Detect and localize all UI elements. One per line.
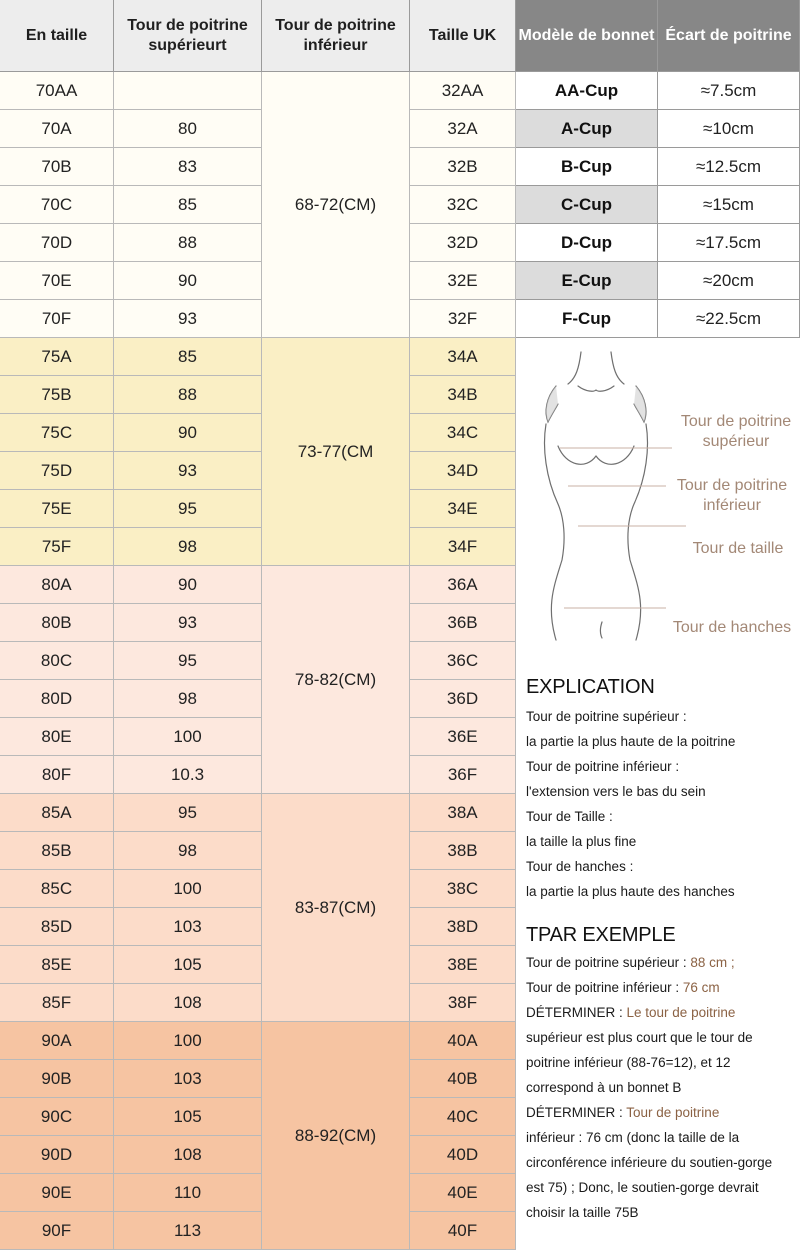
header-under-bust: Tour de poitrine inférieur xyxy=(262,0,410,72)
size-uk-cell: 38C xyxy=(410,870,516,908)
under-bust-range-cell: 83-87(CM) xyxy=(262,794,410,1022)
size-eu-cell: 85A xyxy=(0,794,114,832)
example-under-label: Tour de poitrine inférieur : xyxy=(526,980,683,995)
upper-bust-cell: 93 xyxy=(114,604,262,642)
figure-label-upper-bust: Tour de poitrine supérieur xyxy=(680,413,792,450)
example-under-value: 76 cm xyxy=(682,980,720,995)
explanation-definition: la partie la plus haute des hanches xyxy=(526,884,735,899)
explanation-term: Tour de Taille : xyxy=(526,809,613,824)
bust-gap-cell: ≈17.5cm xyxy=(658,224,800,262)
size-uk-cell: 32D xyxy=(410,224,516,262)
determine-1-line-3: correspond à un bonnet B xyxy=(526,1080,682,1095)
size-eu-cell: 80B xyxy=(0,604,114,642)
upper-bust-cell: 100 xyxy=(114,718,262,756)
cup-model-cell: B-Cup xyxy=(516,148,658,186)
determine-1-line-0: Le tour de poitrine xyxy=(626,1005,736,1020)
upper-bust-cell: 10.3 xyxy=(114,756,262,794)
size-uk-cell: 32C xyxy=(410,186,516,224)
figure-label-under-bust: Tour de poitrine inférieur xyxy=(676,477,788,514)
size-eu-cell: 80D xyxy=(0,680,114,718)
size-uk-cell: 32AA xyxy=(410,72,516,110)
example-determine-1 xyxy=(526,1000,735,1025)
size-uk-cell: 32F xyxy=(410,300,516,338)
size-uk-cell: 38F xyxy=(410,984,516,1022)
under-bust-range-cell: 68-72(CM) xyxy=(262,72,410,338)
explanation-definition: la taille la plus fine xyxy=(526,834,637,849)
upper-bust-cell: 88 xyxy=(114,376,262,414)
cup-model-cell: A-Cup xyxy=(516,110,658,148)
size-uk-cell: 32A xyxy=(410,110,516,148)
size-uk-cell: 34C xyxy=(410,414,516,452)
explanation-definition: l'extension vers le bas du sein xyxy=(526,784,706,799)
bust-gap-cell: ≈12.5cm xyxy=(658,148,800,186)
under-bust-range-cell: 88-92(CM) xyxy=(262,1022,410,1250)
size-uk-cell: 40E xyxy=(410,1174,516,1212)
upper-bust-cell: 95 xyxy=(114,642,262,680)
upper-bust-cell: 103 xyxy=(114,908,262,946)
upper-bust-cell: 110 xyxy=(114,1174,262,1212)
upper-bust-cell: 113 xyxy=(114,1212,262,1250)
header-size-eu: En taille xyxy=(0,0,114,72)
size-eu-cell: 75F xyxy=(0,528,114,566)
measurement-guide-panel xyxy=(516,338,800,1250)
size-uk-cell: 34B xyxy=(410,376,516,414)
upper-bust-cell: 108 xyxy=(114,1136,262,1174)
example-determine-2 xyxy=(526,1100,719,1125)
example-line-upper xyxy=(526,950,735,975)
size-eu-cell: 70D xyxy=(0,224,114,262)
upper-bust-cell: 93 xyxy=(114,452,262,490)
size-uk-cell: 40C xyxy=(410,1098,516,1136)
explanation-heading: EXPLICATION xyxy=(526,676,655,698)
size-eu-cell: 85F xyxy=(0,984,114,1022)
bust-gap-cell: ≈15cm xyxy=(658,186,800,224)
upper-bust-cell: 93 xyxy=(114,300,262,338)
upper-bust-cell xyxy=(114,72,262,110)
size-eu-cell: 70B xyxy=(0,148,114,186)
determine-2-line-1: circonférence inférieure du soutien-gorge xyxy=(526,1155,773,1170)
explanation-term: Tour de hanches : xyxy=(526,859,634,874)
size-uk-cell: 40B xyxy=(410,1060,516,1098)
header-upper-bust: Tour de poitrine supérieurt xyxy=(114,0,262,72)
explanation-term: Tour de poitrine supérieur : xyxy=(526,709,687,724)
determine-2-line-3: choisir la taille 75B xyxy=(526,1205,639,1220)
size-eu-cell: 80C xyxy=(0,642,114,680)
under-bust-range-cell: 73-77(CM xyxy=(262,338,410,566)
size-eu-cell: 75E xyxy=(0,490,114,528)
size-eu-cell: 90A xyxy=(0,1022,114,1060)
figure-label-waist: Tour de taille xyxy=(692,540,784,557)
size-eu-cell: 80A xyxy=(0,566,114,604)
upper-bust-cell: 80 xyxy=(114,110,262,148)
figure-label-hips: Tour de hanches xyxy=(672,619,792,636)
bust-gap-cell: ≈22.5cm xyxy=(658,300,800,338)
size-eu-cell: 70AA xyxy=(0,72,114,110)
size-eu-cell: 75D xyxy=(0,452,114,490)
upper-bust-cell: 100 xyxy=(114,870,262,908)
size-eu-cell: 70A xyxy=(0,110,114,148)
example-line-under xyxy=(526,975,720,1000)
size-uk-cell: 32B xyxy=(410,148,516,186)
header-bust-gap: Écart de poitrine xyxy=(658,0,800,72)
cup-model-cell: D-Cup xyxy=(516,224,658,262)
size-uk-cell: 36E xyxy=(410,718,516,756)
bust-gap-cell: ≈20cm xyxy=(658,262,800,300)
size-eu-cell: 90E xyxy=(0,1174,114,1212)
upper-bust-cell: 98 xyxy=(114,832,262,870)
size-eu-cell: 70C xyxy=(0,186,114,224)
example-heading: TPAR EXEMPLE xyxy=(526,924,676,946)
upper-bust-cell: 90 xyxy=(114,414,262,452)
size-eu-cell: 85D xyxy=(0,908,114,946)
cup-model-cell: C-Cup xyxy=(516,186,658,224)
determine-2-line-2: est 75) ; Donc, le soutien-gorge devrait xyxy=(526,1180,759,1195)
size-eu-cell: 70E xyxy=(0,262,114,300)
upper-bust-cell: 95 xyxy=(114,794,262,832)
size-uk-cell: 40F xyxy=(410,1212,516,1250)
size-eu-cell: 75B xyxy=(0,376,114,414)
bust-gap-cell: ≈7.5cm xyxy=(658,72,800,110)
size-uk-cell: 34D xyxy=(410,452,516,490)
header-cup-model: Modèle de bonnet xyxy=(516,0,658,72)
upper-bust-cell: 103 xyxy=(114,1060,262,1098)
size-eu-cell: 85C xyxy=(0,870,114,908)
cup-model-cell: F-Cup xyxy=(516,300,658,338)
size-eu-cell: 85E xyxy=(0,946,114,984)
upper-bust-cell: 95 xyxy=(114,490,262,528)
example-upper-label: Tour de poitrine supérieur : xyxy=(526,955,691,970)
size-eu-cell: 90B xyxy=(0,1060,114,1098)
size-uk-cell: 40D xyxy=(410,1136,516,1174)
size-eu-cell: 90F xyxy=(0,1212,114,1250)
determine-1-label: DÉTERMINER : xyxy=(526,1005,627,1020)
size-eu-cell: 85B xyxy=(0,832,114,870)
determine-1-line-1: supérieur est plus court que le tour de xyxy=(526,1030,753,1045)
cup-model-cell: AA-Cup xyxy=(516,72,658,110)
explanation-definition: la partie la plus haute de la poitrine xyxy=(526,734,736,749)
upper-bust-cell: 105 xyxy=(114,946,262,984)
size-uk-cell: 34E xyxy=(410,490,516,528)
size-eu-cell: 90D xyxy=(0,1136,114,1174)
size-uk-cell: 36C xyxy=(410,642,516,680)
determine-2-label: DÉTERMINER : xyxy=(526,1105,627,1120)
explanation-term: Tour de poitrine inférieur : xyxy=(526,759,680,774)
upper-bust-cell: 85 xyxy=(114,338,262,376)
size-uk-cell: 34F xyxy=(410,528,516,566)
size-eu-cell: 70F xyxy=(0,300,114,338)
upper-bust-cell: 108 xyxy=(114,984,262,1022)
upper-bust-cell: 83 xyxy=(114,148,262,186)
upper-bust-cell: 90 xyxy=(114,262,262,300)
header-size-uk: Taille UK xyxy=(410,0,516,72)
size-uk-cell: 38B xyxy=(410,832,516,870)
size-eu-cell: 75A xyxy=(0,338,114,376)
upper-bust-cell: 105 xyxy=(114,1098,262,1136)
size-uk-cell: 38A xyxy=(410,794,516,832)
upper-bust-cell: 100 xyxy=(114,1022,262,1060)
cup-model-cell: E-Cup xyxy=(516,262,658,300)
determine-1-line-2: poitrine inférieur (88-76=12), et 12 xyxy=(526,1055,731,1070)
upper-bust-cell: 88 xyxy=(114,224,262,262)
size-uk-cell: 36F xyxy=(410,756,516,794)
under-bust-range-cell: 78-82(CM) xyxy=(262,566,410,794)
size-uk-cell: 36D xyxy=(410,680,516,718)
size-uk-cell: 36B xyxy=(410,604,516,642)
upper-bust-cell: 98 xyxy=(114,680,262,718)
size-eu-cell: 80F xyxy=(0,756,114,794)
size-uk-cell: 40A xyxy=(410,1022,516,1060)
size-uk-cell: 32E xyxy=(410,262,516,300)
size-uk-cell: 34A xyxy=(410,338,516,376)
determine-2-line-0: inférieur : 76 cm (donc la taille de la xyxy=(526,1130,740,1145)
size-eu-cell: 90C xyxy=(0,1098,114,1136)
upper-bust-cell: 85 xyxy=(114,186,262,224)
size-uk-cell: 36A xyxy=(410,566,516,604)
upper-bust-cell: 90 xyxy=(114,566,262,604)
size-eu-cell: 75C xyxy=(0,414,114,452)
determine-2-first: Tour de poitrine xyxy=(626,1105,720,1120)
example-upper-value: 88 cm ; xyxy=(690,955,735,970)
size-uk-cell: 38E xyxy=(410,946,516,984)
size-uk-cell: 38D xyxy=(410,908,516,946)
upper-bust-cell: 98 xyxy=(114,528,262,566)
bust-gap-cell: ≈10cm xyxy=(658,110,800,148)
size-eu-cell: 80E xyxy=(0,718,114,756)
